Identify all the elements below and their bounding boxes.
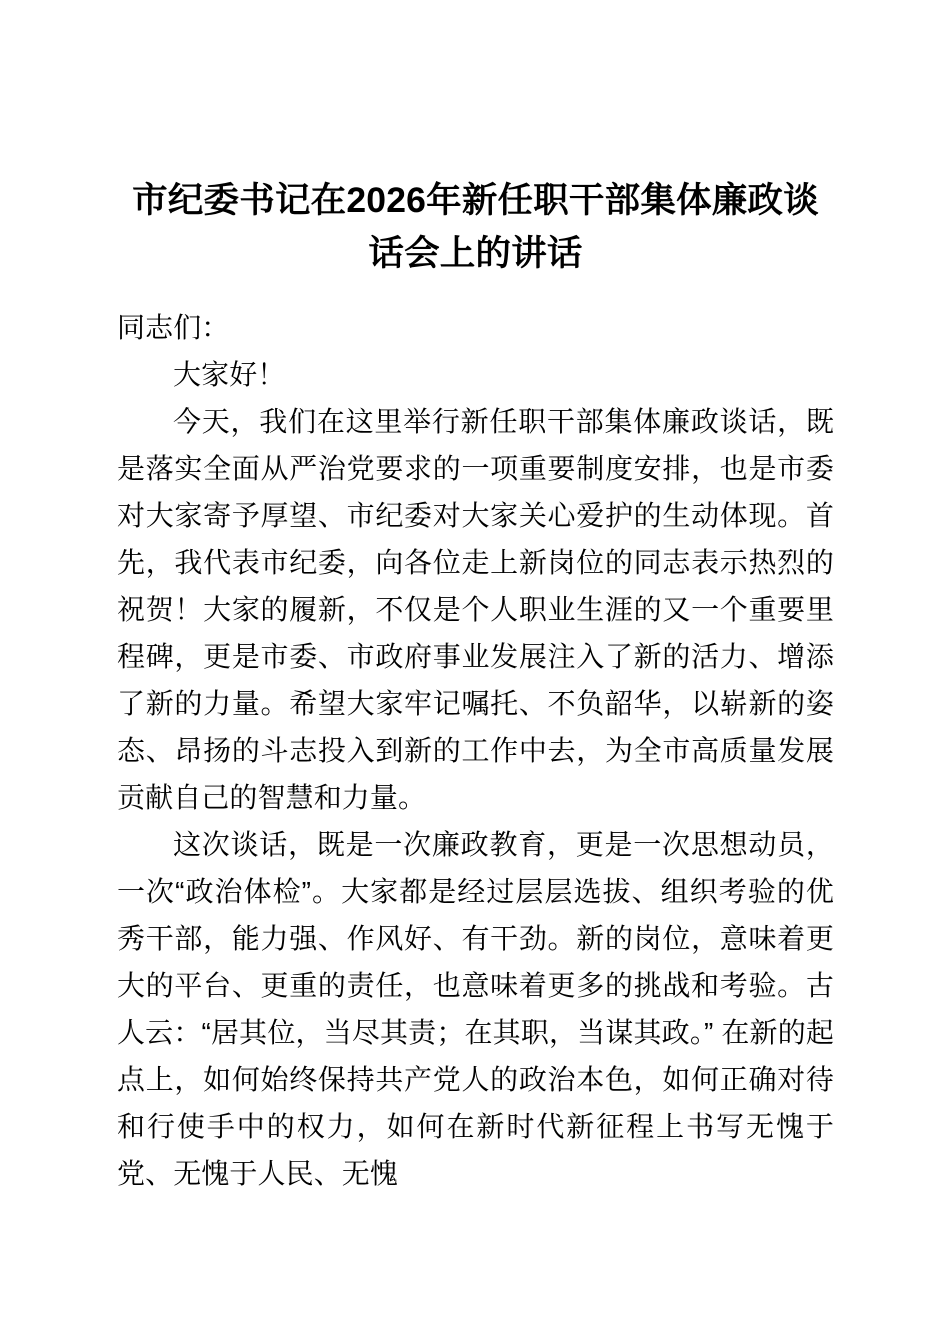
salutation-line: 同志们：: [117, 312, 230, 343]
document-body: [117, 174, 834, 1197]
paragraph-opening-remarks: 今天，我们在这里举行新任职干部集体廉政谈话，既是落实全面从严治党要求的一项重要制度安排，也是市委对大家寄予厚望、市纪委对大家关心爱护的生动体现。首先，我代表市纪委，向各位走上新岗位的同志表示热烈的祝贺！大家的履新，不仅是个人职业生涯的又一个重要里程碑，更是市委、市政府事业发展注入了新的活力、增添了新的力量。希望大家牢记嘱托、不负韶华，以崭新的姿态、昂扬的斗志投入到新的工作中去，为全市高质量发展贡献自己的智慧和力量。: [117, 406, 834, 813]
paragraph-greeting: 大家好！: [173, 359, 286, 390]
paragraph-purpose-of-talk: 这次谈话，既是一次廉政教育，更是一次思想动员，一次“政治体检”。大家都是经过层层选拔、组织考验的优秀干部，能力强、作风好、有干劲。新的岗位，意味着更大的平台、更重的责任，也意味着更多的挑战和考验。古人云：“居其位，当尽其责；在其职，当谋其政。” 在新的起点上，如何始终保持共产党人的政治本色，如何正确对待和行使手中的权力，如何在新时代新征程上书写无愧于党、无愧于人民、无愧: [117, 829, 834, 1189]
page-title: 市纪委书记在2026年新任职干部集体廉政谈话会上的讲话: [132, 180, 819, 273]
